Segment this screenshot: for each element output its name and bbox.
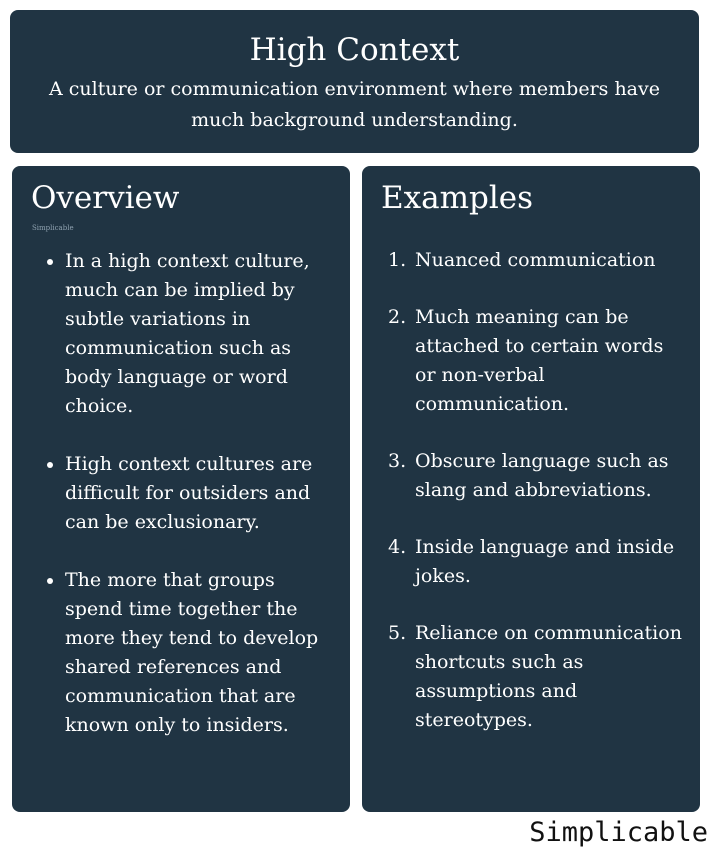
example-item — [388, 303, 688, 419]
overview-item-text: High context cultures are difficult for outsiders and can be exclusionary. — [65, 453, 313, 533]
examples-title: Examples — [381, 180, 534, 216]
example-text: Obscure language such as slang and abbreviations. — [415, 450, 669, 501]
examples-panel — [362, 166, 700, 812]
example-text: Nuanced communication — [415, 249, 656, 271]
overview-item-text: The more that groups spend time together the more they tend to develop shared references and communication that are known only to insiders. — [65, 569, 319, 736]
overview-item — [45, 247, 335, 421]
bullet-icon — [47, 259, 53, 265]
example-number: 2. — [388, 306, 407, 328]
example-number: 3. — [388, 450, 407, 472]
page-subtitle: A culture or communication environment where members have much background understanding. — [48, 78, 660, 131]
example-number: 1. — [388, 249, 407, 271]
example-item — [388, 533, 688, 591]
brand-logo: Simplicable — [529, 817, 708, 848]
overview-item — [45, 566, 335, 740]
overview-list — [45, 247, 335, 769]
example-item — [388, 619, 688, 735]
example-item — [388, 447, 688, 505]
example-text: Inside language and inside jokes. — [415, 536, 675, 587]
example-number: 5. — [388, 622, 407, 644]
examples-list — [388, 246, 688, 763]
bullet-icon — [47, 578, 53, 584]
overview-title: Overview — [31, 180, 180, 216]
example-text: Reliance on communication shortcuts such as assumptions and stereotypes. — [415, 622, 682, 731]
page-title: High Context — [249, 32, 460, 68]
example-text: Much meaning can be attached to certain words or non-verbal communication. — [415, 306, 664, 415]
overview-item — [45, 450, 335, 537]
watermark-text: Simplicable — [32, 224, 74, 232]
overview-panel — [12, 166, 350, 812]
example-item — [388, 246, 688, 275]
overview-item-text: In a high context culture, much can be implied by subtle variations in communication such as body language or word choice. — [65, 250, 310, 417]
bullet-icon — [47, 462, 53, 468]
header-panel — [10, 10, 699, 153]
example-number: 4. — [388, 536, 407, 558]
